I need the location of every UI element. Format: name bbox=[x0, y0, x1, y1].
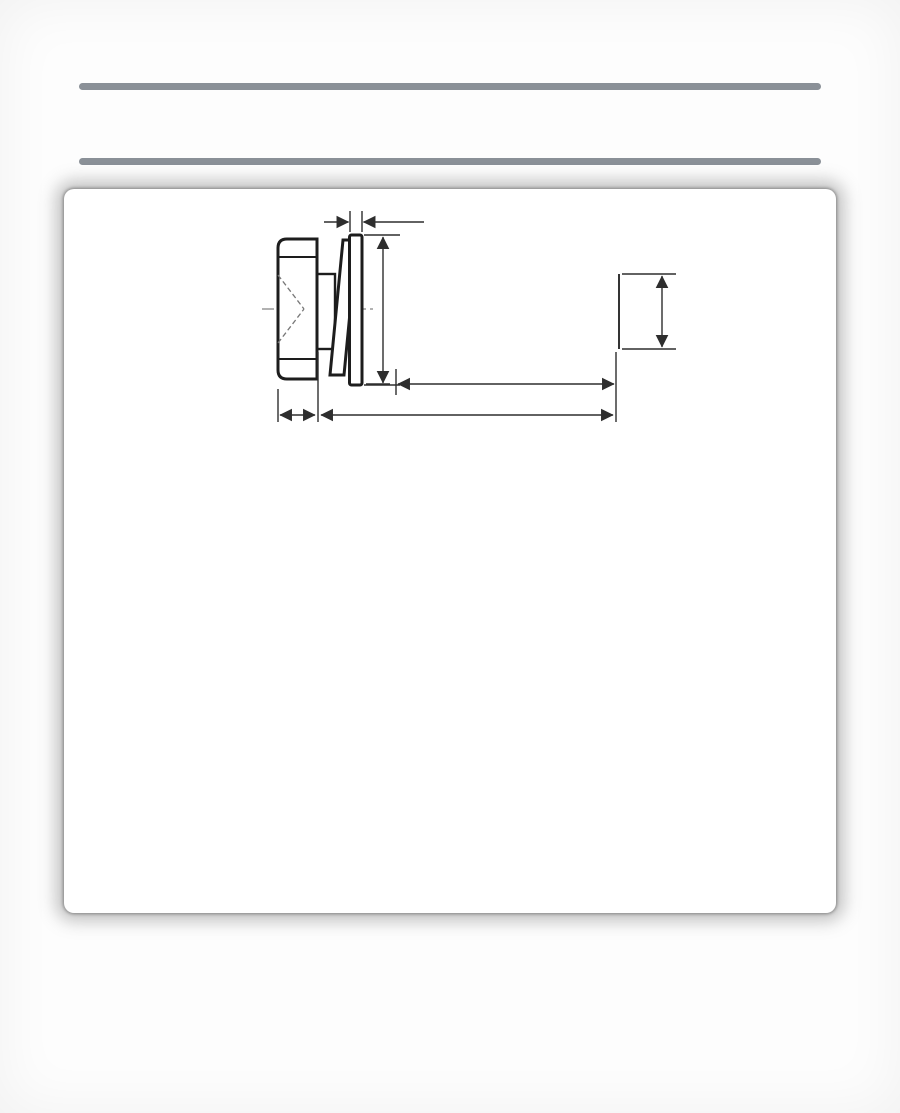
dimension-L bbox=[321, 352, 616, 422]
screw-technical-diagram bbox=[72, 197, 828, 437]
divider bbox=[79, 158, 821, 165]
attribute-row-name-material bbox=[0, 24, 900, 76]
dimension-d bbox=[622, 274, 676, 349]
divider bbox=[79, 83, 821, 90]
dimension-b bbox=[366, 369, 614, 395]
hex-head bbox=[278, 239, 317, 379]
dimension-h bbox=[324, 211, 424, 232]
flat-washer bbox=[350, 235, 363, 385]
attribute-row-surface-packaging bbox=[0, 99, 900, 151]
dimension-dc bbox=[364, 235, 400, 385]
spec-photo-card bbox=[64, 189, 836, 913]
product-attributes bbox=[0, 24, 900, 165]
